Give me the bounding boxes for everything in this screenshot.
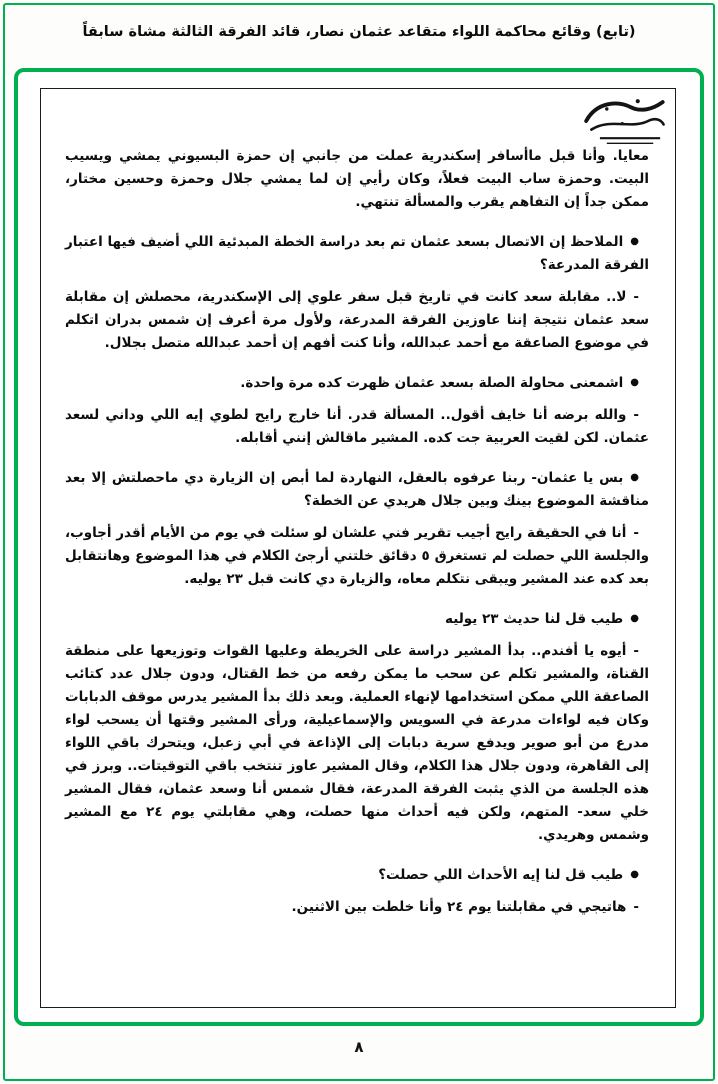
bullet-icon: ● bbox=[630, 377, 639, 388]
page-header-title: (تابع) وقائع محاكمة اللواء متقاعد عثمان نصار، قائد الفرقة الثالثة مشاة سابقاً bbox=[82, 24, 636, 40]
transcript-content bbox=[65, 145, 649, 928]
question-item bbox=[65, 466, 649, 513]
paragraph-text: معايا. وأنا قبل ماأسافر إسكندرية عملت من جانبي إن حمزة البسيوني يمشي ويسيب البيت. وحمزة ساب البيت فعلاً، وكان رأيي إن لما يمشي جلال وحمزة وحسين مختار، ممكن جداً إن التفاهم يقرب والمسألة تنتهي. bbox=[65, 148, 649, 210]
question-item bbox=[65, 371, 649, 395]
bullet-icon: ● bbox=[630, 472, 639, 483]
question-text: طيب قل لنا حديث ٢٣ يوليه bbox=[445, 611, 624, 627]
bullet-icon: ● bbox=[630, 869, 639, 880]
answer-text: أيوه يا أفندم.. بدأ المشير دراسة على الخريطة وعليها القوات وتوزيعها على منطقة القناة، والمشير تكلم عن سحب ما يمكن رفعه من خط القتال، ودون جلال عدد كتائب الصاعقة اللي ممكن استخدامها لإنهاء العملية. وبعد ذلك بدأ المشير يدرس موقف الدبابات وكان فيه لواءات مدرعة في السويس والإسماعيلية، ورأى المشير وقتها أن يسحب لواء مدرع من أبو صوير ويدفع سرية دبابات إلى الإذاعة في أبي زعبل، ويتحرك باقي اللواء إلى القاهرة، ودون جلال هذا الكلام، وقال المشير عاوز تنتخب باقي التوقيتات.. وبرز في هذه الجلسة من الذي يثبت الفرقة المدرعة، فقال شمس أنا وسعد عثمان، فقال المشير خلي سعد- المتهم، ولكن فيه أحداث منها حصلت، وهي مقابلتي يوم ٢٤ مع المشير وشمس وهريدي. bbox=[65, 643, 649, 843]
answer-text: أنا في الحقيقة رايح أجيب تقرير فني علشان لو سئلت في يوم من الأيام أقدر أجاوب، والجلسة اللي حصلت لم تستغرق ٥ دقائق خلتني أرجئ الكلام في هذا الموضوع وهانتقابل بعد كده عند المشير ويبقى نتكلم معاه، والزيارة دي كانت قبل ٢٣ يوليه. bbox=[65, 525, 649, 587]
answer-text: لا.. مقابلة سعد كانت في تاريخ قبل سفر علوي إلى الإسكندرية، محصلش إن مقابلة سعد عثمان نتيجة إننا عاوزين الفرقة المدرعة، ولأول مرة أعرف إن شمس بدران اتكلم في موضوع الصاعقة مع أحمد عبدالله، وأنا كنت أفهم إن أحمد عبدالله متصل بجلال. bbox=[65, 289, 649, 351]
question-item bbox=[65, 607, 649, 631]
question-item bbox=[65, 230, 649, 277]
green-frame bbox=[14, 68, 704, 1026]
question-item bbox=[65, 863, 649, 887]
dash-icon: - bbox=[633, 899, 639, 915]
answer-item bbox=[65, 896, 649, 919]
question-text: بس يا عثمان- ربنا عرفوه بالعقل، النهاردة لما أبص إن الزيارة دي ماحصلتش إلا بعد مناقشة الموضوع بينك وبين جلال هريدي عن الخطة؟ bbox=[65, 470, 649, 509]
answer-text: هاتيجي في مقابلتنا يوم ٢٤ وأنا خلطت بين الاثنين. bbox=[291, 899, 627, 915]
question-text: الملاحظ إن الاتصال بسعد عثمان تم بعد دراسة الخطة المبدئية اللي أضيف فيها اعتبار الفرقة المدرعة؟ bbox=[65, 234, 649, 273]
question-text: اشمعنى محاولة الصلة بسعد عثمان ظهرت كده مرة واحدة. bbox=[240, 375, 624, 391]
dash-icon: - bbox=[633, 289, 639, 305]
calligraphy-logo-icon bbox=[581, 95, 667, 147]
answer-item bbox=[65, 640, 649, 847]
answer-item bbox=[65, 522, 649, 591]
answer-item bbox=[65, 404, 649, 450]
bullet-icon: ● bbox=[630, 613, 639, 624]
bullet-icon: ● bbox=[630, 236, 639, 247]
paragraph-continuation bbox=[65, 145, 649, 214]
question-text: طيب قل لنا إيه الأحداث اللي حصلت؟ bbox=[378, 867, 624, 883]
dash-icon: - bbox=[633, 643, 639, 659]
answer-text: والله برضه أنا خايف أقول.. المسألة قدر. أنا خارج رايح لطوي إيه اللي وداني لسعد عثمان. لكن لقيت العربية جت كده. المشير ماقالش إنني أقابله. bbox=[65, 407, 649, 446]
answer-item bbox=[65, 286, 649, 355]
dash-icon: - bbox=[633, 525, 639, 541]
document-scan-box bbox=[40, 88, 676, 1008]
dash-icon: - bbox=[633, 407, 639, 423]
page-number: ٨ bbox=[354, 1038, 364, 1056]
